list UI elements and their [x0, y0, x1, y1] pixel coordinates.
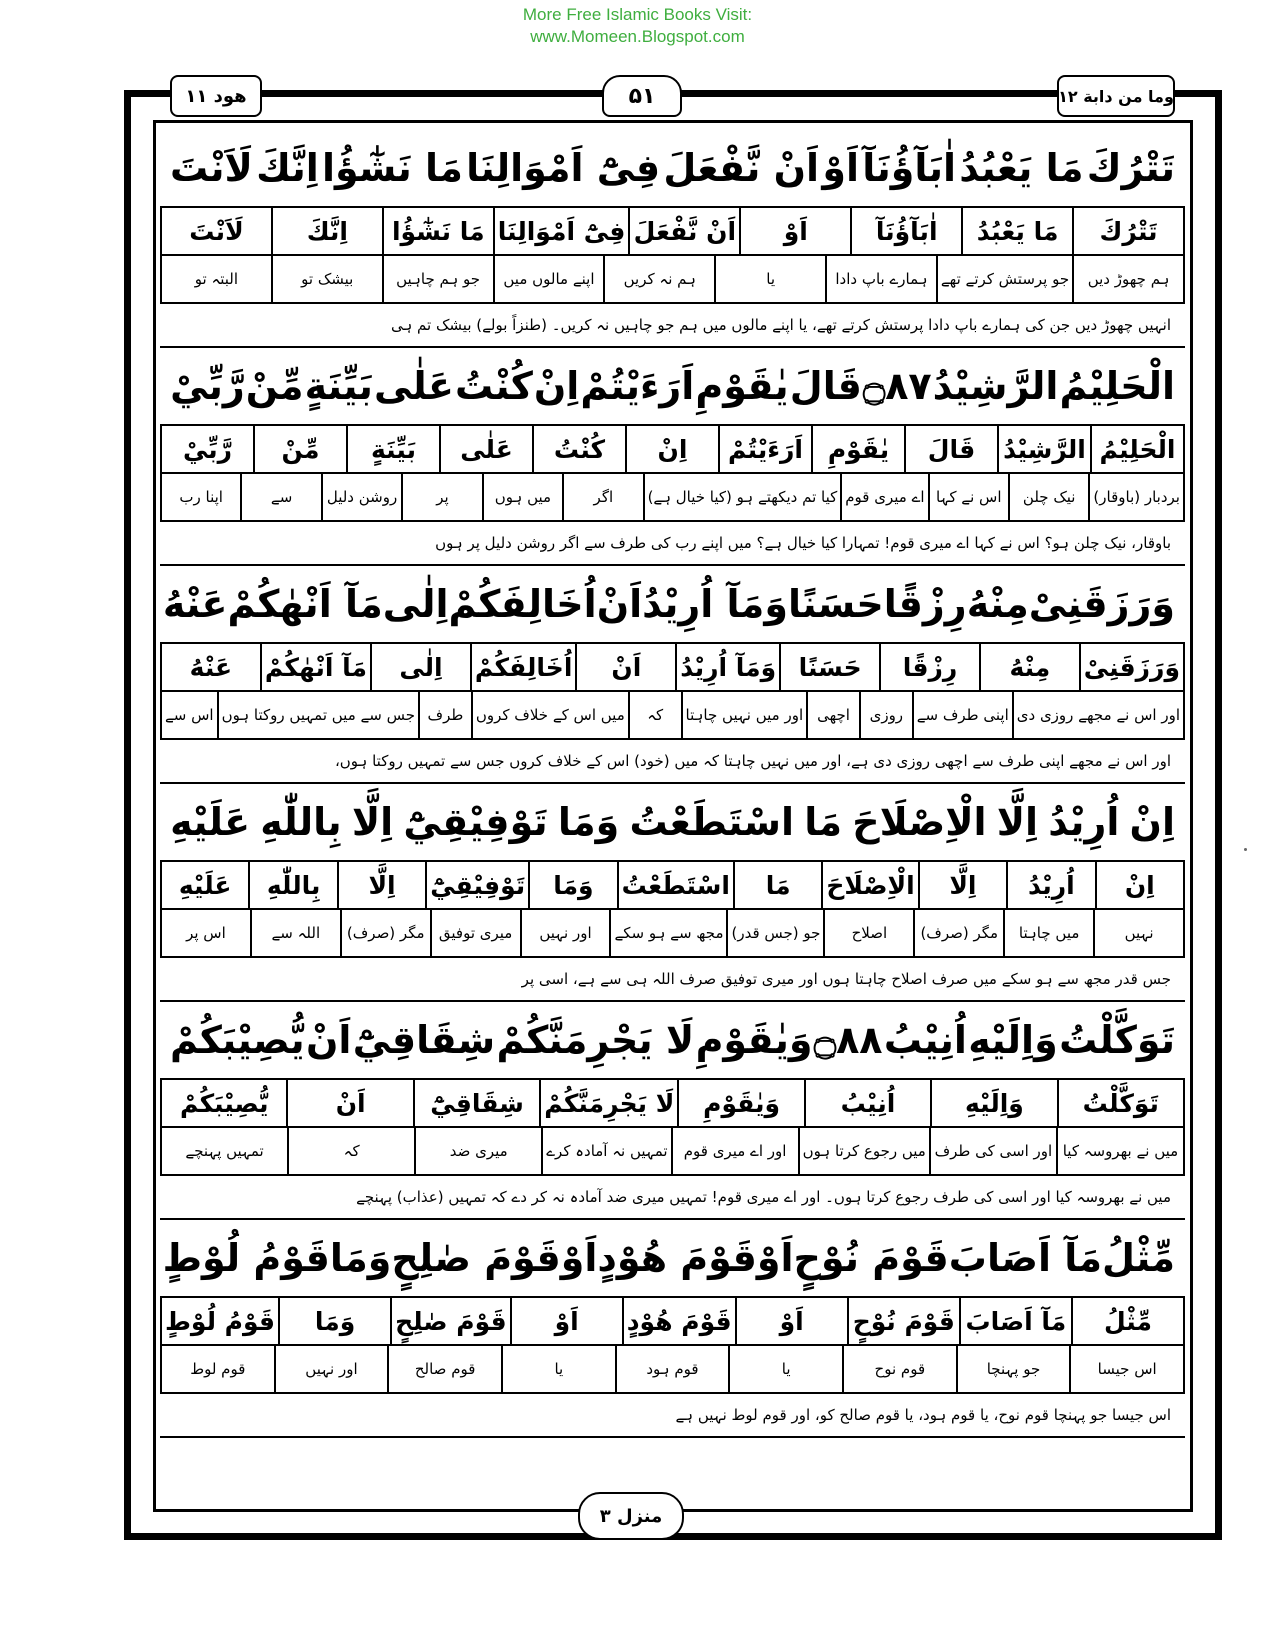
- arabic-verse-line: [160, 1220, 1185, 1296]
- arabic-verse-word: يُّصِيْبَكُمْ: [170, 1018, 305, 1062]
- arabic-word-cell: الْحَلِيْمُ: [1090, 426, 1183, 472]
- urdu-meaning-cell: میں ہوں: [482, 474, 562, 520]
- arabic-verse-word: اَوْ: [822, 146, 859, 190]
- arabic-verse-word: بِاللّٰهِ: [260, 800, 342, 844]
- urdu-meaning-cell: نیک چلن: [1008, 474, 1088, 520]
- urdu-meaning-cell: مجھ سے ہو سکے: [609, 910, 726, 956]
- arabic-word-cell: فِیْٓ اَمْوَالِنَا: [493, 208, 629, 254]
- urdu-meaning-cell: کہ: [628, 692, 681, 738]
- urdu-meaning-row: [162, 908, 1183, 956]
- surah-name-badge: هود ١١: [170, 75, 262, 117]
- arabic-word-cell: بَيِّنَةٍ: [346, 426, 439, 472]
- arabic-word-cell: عَلَيْهِ: [178, 870, 232, 900]
- arabic-word-cell: لَاَنْتَ: [189, 216, 244, 246]
- urdu-meaning-cell: اللہ سے: [250, 910, 340, 956]
- urdu-meaning-cell: ہم نہ کریں: [603, 256, 714, 302]
- arabic-word-cell: اَوْ: [510, 1298, 622, 1344]
- arabic-word-cell: شِقَاقِيْٓ: [413, 1080, 539, 1126]
- arabic-verse-word: حَسَنًا: [787, 582, 884, 626]
- urdu-meaning-row: [162, 254, 1183, 302]
- word-by-word-table: [160, 1078, 1185, 1176]
- urdu-meaning-cell: میں چاہتا: [1003, 910, 1093, 956]
- arabic-word-cell: وَمَا: [528, 862, 616, 908]
- arabic-word-cell: لَا يَجْرِمَنَّكُمْ: [539, 1080, 677, 1126]
- urdu-meaning-cell: اور اسی کی طرف: [929, 1128, 1056, 1174]
- arabic-verse-word: وَرَزَقَنِیْ: [1028, 582, 1175, 626]
- arabic-verse-word: اِلَّا: [996, 800, 1039, 844]
- urdu-translation-line: میں نے بھروسہ کیا اور اسی کی طرف رجوع کرتا ہوں۔ اور اے میری قوم! تمہیں میری ضد آمادہ نہ کر دے کہ تمہیں (عذاب) پہنچے: [160, 1176, 1185, 1220]
- arabic-word-cell: اِنَّكَ: [271, 208, 382, 254]
- urdu-meaning-cell: اپنا رب: [179, 488, 223, 506]
- arabic-verse-word: اَنْ: [305, 1018, 352, 1062]
- arabic-words-row: [162, 644, 1183, 690]
- arabic-verse-word: قَوْمَ صٰلِحٍ: [391, 1236, 561, 1280]
- urdu-meaning-cell: اس نے کہا: [928, 474, 1008, 520]
- arabic-verse-line: [160, 784, 1185, 860]
- arabic-verse-word: وَمَا: [557, 800, 620, 844]
- margin-dot: [1244, 848, 1247, 851]
- urdu-meaning-cell: روزی: [859, 692, 912, 738]
- arabic-verse-word: عَلَيْهِ: [170, 800, 251, 844]
- arabic-verse-word: اَوْ: [756, 1236, 794, 1280]
- arabic-verse-word: اُرِيْدُ: [1048, 800, 1120, 844]
- urdu-meaning-cell: میں رجوع کرتا ہوں: [798, 1128, 929, 1174]
- arabic-verse-word: قَوْمَ هُوْدٍ: [597, 1236, 757, 1280]
- arabic-verse-word: عَنْهُ: [162, 582, 228, 626]
- verse-section: [160, 566, 1185, 784]
- arabic-word-cell: اُخَالِفَكُمْ: [470, 644, 576, 690]
- arabic-word-cell: اَرَءَيْتُمْ: [718, 426, 811, 472]
- urdu-meaning-cell: یا: [714, 256, 825, 302]
- arabic-verse-word: قَالَ: [789, 364, 862, 408]
- arabic-word-cell: اِنْ: [625, 426, 718, 472]
- arabic-verse-word: رَّبِّيْ: [170, 364, 245, 408]
- urdu-meaning-cell: البتہ تو: [194, 270, 239, 288]
- arabic-verse-word: مَا نَشٰٓؤُا: [322, 146, 463, 190]
- arabic-word-cell: قَوْمَ هُوْدٍ: [622, 1298, 735, 1344]
- urdu-translation-line: اور اس نے مجھے اپنی طرف سے اچھی روزی دی ہے، اور میں نہیں چاہتا کہ میں (خود) اس کے خلاف کروں جس سے تمہیں روکتا ہوں،: [160, 740, 1185, 784]
- arabic-words-row: [162, 1080, 1183, 1126]
- page-body: [160, 130, 1185, 1438]
- word-by-word-table: [160, 642, 1185, 740]
- urdu-meaning-cell: طرف: [418, 692, 471, 738]
- arabic-verse-line: [160, 130, 1185, 206]
- arabic-word-cell: عَلٰى: [439, 426, 532, 472]
- arabic-verse-word: اِلَّا: [351, 800, 394, 844]
- urdu-meaning-cell: جو (جس قدر): [726, 910, 823, 956]
- urdu-meaning-row: [162, 1126, 1183, 1174]
- urdu-meaning-cell: جو پرستش کرتے تھے: [936, 256, 1072, 302]
- arabic-word-cell: اُنِيْبُ: [804, 1080, 930, 1126]
- urdu-meaning-cell: اور نہیں: [274, 1346, 388, 1392]
- arabic-verse-word: لَاَنْتَ: [170, 146, 253, 190]
- urdu-meaning-cell: اس سے: [164, 706, 214, 724]
- watermark: [0, 4, 1275, 48]
- arabic-verse-word: مِّثْلُ: [1102, 1236, 1175, 1280]
- verse-section: [160, 1220, 1185, 1438]
- arabic-word-cell: اَنْ نَّفْعَلَ: [628, 208, 739, 254]
- arabic-verse-word: وَمَآ اُرِيْدُ: [642, 582, 788, 626]
- arabic-verse-word: عَلٰى: [373, 364, 454, 408]
- juz-name-badge: وما من دابة ١٢: [1057, 75, 1175, 117]
- arabic-word-cell: مِّثْلُ: [1071, 1298, 1183, 1344]
- urdu-translation-line: باوقار، نیک چلن ہو؟ اس نے کہا اے میری قوم! تمہارا کیا خیال ہے؟ میں اپنے رب کی طرف سے اگر روشن دلیل پر ہوں: [160, 522, 1185, 566]
- page-header: [170, 75, 1175, 121]
- arabic-word-cell: اسْتَطَعْتُ: [617, 862, 733, 908]
- urdu-meaning-cell: میں اس کے خلاف کروں: [471, 692, 628, 738]
- arabic-word-cell: بِاللّٰهِ: [248, 862, 336, 908]
- arabic-word-cell: كُنْتُ: [532, 426, 625, 472]
- arabic-verse-word: شِقَاقِيْٓ: [352, 1018, 496, 1062]
- urdu-meaning-row: [162, 472, 1183, 520]
- arabic-word-cell: اِلَّا: [337, 862, 425, 908]
- arabic-word-cell: يُّصِيْبَكُمْ: [179, 1088, 269, 1118]
- urdu-meaning-cell: اچھی: [806, 692, 859, 738]
- arabic-word-cell: اِلَّا: [918, 862, 1006, 908]
- arabic-verse-word: فِیْٓ اَمْوَالِنَا: [466, 146, 661, 190]
- arabic-verse-word: بَيِّنَةٍ: [304, 364, 373, 408]
- arabic-word-cell: مِنْهُ: [979, 644, 1079, 690]
- urdu-meaning-cell: روشن دلیل: [321, 474, 401, 520]
- arabic-verse-word: اِنْ: [533, 364, 580, 408]
- arabic-word-cell: قَوْمَ نُوْحٍ: [847, 1298, 959, 1344]
- word-by-word-table: [160, 1296, 1185, 1394]
- arabic-verse-word: مَآ اَصَابَ: [948, 1236, 1103, 1280]
- arabic-word-cell: عَنْهُ: [189, 652, 233, 682]
- urdu-meaning-cell: اور اے میری قوم: [671, 1128, 798, 1174]
- arabic-word-cell: الرَّشِيْدُ: [997, 426, 1090, 472]
- urdu-meaning-cell: ہمارے باپ دادا: [825, 256, 936, 302]
- urdu-meaning-cell: تمہیں پہنچے: [185, 1142, 264, 1160]
- arabic-word-cell: اَوْ: [735, 1298, 847, 1344]
- arabic-verse-word: لَا يَجْرِمَنَّكُمْ: [496, 1018, 695, 1062]
- arabic-word-cell: رَّبِّيْ: [182, 434, 233, 464]
- urdu-meaning-cell: یا: [501, 1346, 615, 1392]
- arabic-words-row: [162, 1298, 1183, 1344]
- arabic-verse-word: وَاِلَيْهِ: [968, 1018, 1058, 1062]
- arabic-word-cell: مِّنْ: [253, 426, 346, 472]
- urdu-meaning-cell: میں نے بھروسہ کیا: [1056, 1128, 1183, 1174]
- arabic-word-cell: رِزْقًا: [879, 644, 979, 690]
- verse-section: [160, 784, 1185, 1002]
- arabic-word-cell: وَاِلَيْهِ: [930, 1080, 1056, 1126]
- arabic-verse-word: الرَّشِيْدُ: [932, 364, 1059, 408]
- urdu-translation-line: انہیں چھوڑ دیں جن کی ہمارے باپ دادا پرستش کرتے تھے، یا اپنے مالوں میں ہم جو چاہیں نہ کریں۔ (طنزاً بولے) بیشک تم ہی: [160, 304, 1185, 348]
- arabic-words-row: [162, 862, 1183, 908]
- arabic-word-cell: الْاِصْلَاحَ: [821, 862, 917, 908]
- urdu-meaning-cell: تمہیں نہ آمادہ کرے: [541, 1128, 670, 1174]
- urdu-meaning-row: [162, 1344, 1183, 1392]
- word-by-word-table: [160, 860, 1185, 958]
- arabic-verse-word: الْحَلِيْمُ: [1059, 364, 1175, 408]
- urdu-meaning-cell: یا: [728, 1346, 842, 1392]
- verse-section: [160, 1002, 1185, 1220]
- urdu-meaning-cell: مگر (صرف): [913, 910, 1003, 956]
- arabic-verse-word: مِنْهُ: [966, 582, 1029, 626]
- urdu-meaning-cell: پر: [401, 474, 481, 520]
- page-number-badge: ۵۱: [602, 75, 682, 117]
- arabic-verse-word: ۝٨٧: [862, 364, 932, 408]
- arabic-verse-word: اَنْ: [596, 582, 643, 626]
- arabic-word-cell: اُرِيْدُ: [1006, 862, 1094, 908]
- watermark-line-1: More Free Islamic Books Visit:: [522, 5, 753, 24]
- urdu-meaning-cell: قوم لوط: [190, 1360, 246, 1378]
- arabic-verse-word: اَنْ نَّفْعَلَ: [663, 146, 820, 190]
- urdu-translation-line: جس قدر مجھ سے ہو سکے میں صرف اصلاح چاہتا ہوں اور میری توفیق صرف اللہ ہی سے ہے، اسی پر: [160, 958, 1185, 1002]
- arabic-word-cell: وَرَزَقَنِیْ: [1079, 644, 1183, 690]
- verse-section: [160, 130, 1185, 348]
- urdu-meaning-cell: جس سے میں تمہیں روکتا ہوں: [217, 692, 418, 738]
- arabic-verse-word: اُخَالِفَكُمْ: [448, 582, 597, 626]
- urdu-meaning-cell: کہ: [287, 1128, 414, 1174]
- arabic-word-cell: مَا نَشٰٓؤُا: [382, 208, 493, 254]
- arabic-word-cell: مَا: [733, 862, 821, 908]
- word-by-word-table: [160, 206, 1185, 304]
- urdu-meaning-cell: کیا تم دیکھتے ہو (کیا خیال ہے): [643, 474, 841, 520]
- urdu-meaning-cell: اور میں نہیں چاہتا: [681, 692, 807, 738]
- arabic-word-cell: يٰقَوْمِ: [811, 426, 904, 472]
- verse-section: [160, 348, 1185, 566]
- urdu-meaning-cell: اگر: [562, 474, 642, 520]
- urdu-meaning-cell: جو ہم چاہیں: [382, 256, 493, 302]
- arabic-verse-word: وَمَا: [329, 1236, 392, 1280]
- watermark-line-2: www.Momeen.Blogspot.com: [530, 27, 745, 46]
- arabic-verse-word: تَوَكَّلْتُ: [1059, 1018, 1175, 1062]
- arabic-verse-word: يٰقَوْمِ: [695, 364, 789, 408]
- arabic-verse-word: اَرَءَيْتُمْ: [580, 364, 695, 408]
- arabic-word-cell: اِنْ: [1095, 862, 1183, 908]
- urdu-meaning-cell: اس جیسا: [1069, 1346, 1183, 1392]
- arabic-word-cell: مَا يَعْبُدُ: [961, 208, 1072, 254]
- arabic-verse-word: مَآ اَنْهٰكُمْ: [227, 582, 383, 626]
- urdu-translation-line: اس جیسا جو پہنچا قوم نوح، یا قوم ہود، یا قوم صالح کو، اور قوم لوط نہیں ہے: [160, 1394, 1185, 1438]
- urdu-meaning-cell: نہیں: [1093, 910, 1183, 956]
- urdu-meaning-cell: مگر (صرف): [340, 910, 430, 956]
- arabic-verse-word: قَوْمُ لُوْطٍ: [162, 1236, 330, 1280]
- arabic-word-cell: اِلٰى: [370, 644, 470, 690]
- arabic-word-cell: اَنْ: [286, 1080, 412, 1126]
- word-by-word-table: [160, 424, 1185, 522]
- arabic-word-cell: قَوْمُ لُوْطٍ: [164, 1306, 276, 1336]
- arabic-word-cell: وَمَآ اُرِيْدُ: [675, 644, 779, 690]
- arabic-word-cell: قَالَ: [904, 426, 997, 472]
- arabic-word-cell: وَمَا: [278, 1298, 390, 1344]
- arabic-verse-word: اسْتَطَعْتُ: [629, 800, 795, 844]
- urdu-meaning-row: [162, 690, 1183, 738]
- arabic-word-cell: وَيٰقَوْمِ: [677, 1080, 803, 1126]
- urdu-meaning-cell: اور نہیں: [520, 910, 610, 956]
- arabic-verse-word: اِنْ: [1129, 800, 1175, 844]
- urdu-meaning-cell: سے: [240, 474, 320, 520]
- arabic-verse-word: الْاِصْلَاحَ: [852, 800, 987, 844]
- arabic-words-row: [162, 208, 1183, 254]
- arabic-word-cell: تَوْفِيْقِيْٓ: [425, 862, 528, 908]
- urdu-meaning-cell: بردبار (باوقار): [1088, 474, 1183, 520]
- arabic-word-cell: اَنْ: [575, 644, 675, 690]
- arabic-verse-line: [160, 1002, 1185, 1078]
- arabic-word-cell: مَآ اَنْهٰكُمْ: [260, 644, 370, 690]
- arabic-verse-word: ۝٨٨: [813, 1018, 883, 1062]
- urdu-meaning-cell: میری ضد: [414, 1128, 541, 1174]
- arabic-verse-word: مَا: [804, 800, 843, 844]
- urdu-meaning-cell: اور اس نے مجھے روزی دی: [1012, 692, 1183, 738]
- arabic-word-cell: اٰبَآؤُنَآ: [850, 208, 961, 254]
- manzil-badge: منزل ۳: [578, 1492, 684, 1540]
- arabic-word-cell: قَوْمَ صٰلِحٍ: [390, 1298, 509, 1344]
- urdu-meaning-cell: قوم نوح: [842, 1346, 956, 1392]
- urdu-meaning-cell: اپنی طرف سے: [912, 692, 1012, 738]
- urdu-meaning-cell: اس پر: [186, 924, 226, 942]
- arabic-word-cell: اَوْ: [739, 208, 850, 254]
- arabic-verse-line: [160, 348, 1185, 424]
- urdu-meaning-cell: قوم ہود: [615, 1346, 729, 1392]
- arabic-word-cell: حَسَنًا: [779, 644, 879, 690]
- urdu-meaning-cell: میری توفیق: [430, 910, 520, 956]
- urdu-meaning-cell: جو پہنچا: [956, 1346, 1070, 1392]
- arabic-verse-word: اُنِيْبُ: [883, 1018, 967, 1062]
- arabic-words-row: [162, 426, 1183, 472]
- urdu-meaning-cell: قوم صالح: [387, 1346, 501, 1392]
- arabic-verse-word: اَوْ: [560, 1236, 598, 1280]
- arabic-word-cell: مَآ اَصَابَ: [959, 1298, 1071, 1344]
- arabic-verse-word: تَتْرُكَ: [1086, 146, 1175, 190]
- arabic-verse-word: اِلٰى: [382, 582, 449, 626]
- urdu-meaning-cell: ہم چھوڑ دیں: [1072, 256, 1183, 302]
- arabic-verse-word: وَيٰقَوْمِ: [695, 1018, 813, 1062]
- arabic-verse-word: تَوْفِيْقِيْٓ: [403, 800, 548, 844]
- arabic-word-cell: تَتْرُكَ: [1072, 208, 1183, 254]
- arabic-word-cell: تَوَكَّلْتُ: [1057, 1080, 1183, 1126]
- urdu-meaning-cell: اے میری قوم: [840, 474, 927, 520]
- arabic-verse-word: كُنْتُ: [454, 364, 533, 408]
- arabic-verse-word: قَوْمَ نُوْحٍ: [793, 1236, 949, 1280]
- arabic-verse-word: اٰبَآؤُنَآ: [862, 146, 956, 190]
- arabic-verse-word: مَا يَعْبُدُ: [959, 146, 1084, 190]
- urdu-meaning-cell: بیشک تو: [271, 256, 382, 302]
- arabic-verse-word: اِنَّكَ: [256, 146, 319, 190]
- arabic-verse-word: مِّنْ: [245, 364, 304, 408]
- arabic-verse-line: [160, 566, 1185, 642]
- arabic-verse-word: رِزْقًا: [883, 582, 967, 626]
- urdu-meaning-cell: اپنے مالوں میں: [493, 256, 604, 302]
- urdu-meaning-cell: اصلاح: [823, 910, 913, 956]
